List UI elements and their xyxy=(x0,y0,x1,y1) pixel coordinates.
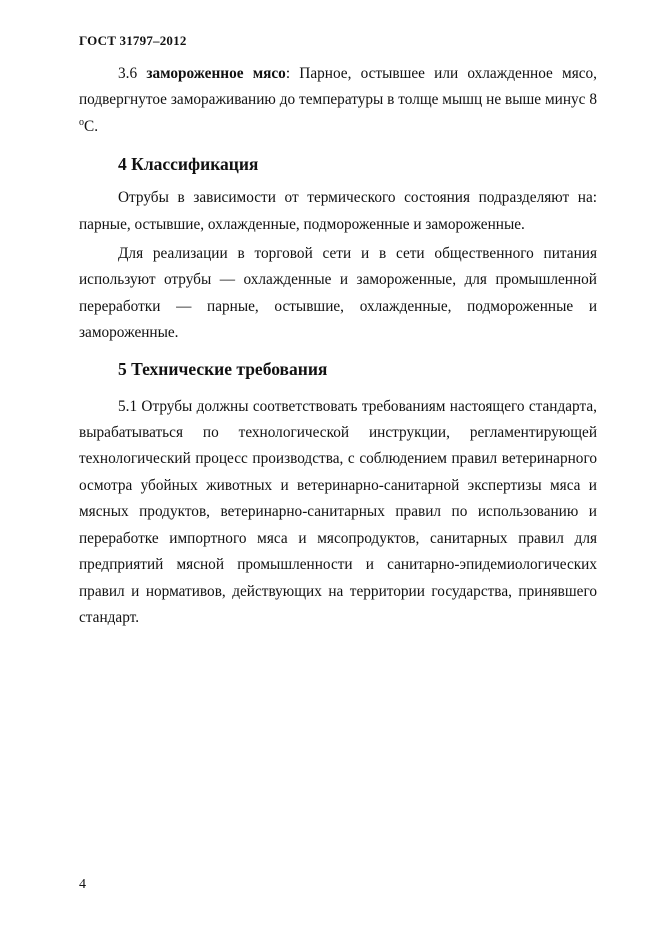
page-content xyxy=(79,61,597,631)
definition-term: замороженное мясо xyxy=(146,65,286,82)
section-5-paragraph-1: 5.1 Отрубы должны соответствовать требованиям настоящего стандарта, вырабатываться по технологической инструкции, регламентирующей технологический процесс производства, с соблюдением правил ветеринарного осмотра убойных животных и ветеринарно-санитарной экспертизы мяса и мясных продуктов, ветеринарно-санитарных правил по использованию и переработке импортного мяса и мясопродуктов, санитарных правил для предприятий мясной промышленности и санитарно-эпидемиологических правил и нормативов, действующих на территории государства, принявшего стандарт. xyxy=(79,397,597,626)
section-4-title: 4 Классификация xyxy=(118,154,259,175)
definition-3-6 xyxy=(79,61,597,140)
document-header: ГОСТ 31797–2012 xyxy=(79,33,187,48)
definition-separator: : xyxy=(285,65,291,82)
definition-number: 3.6 xyxy=(118,65,138,82)
definition-text: Парное, остывшее или охлажденное мясо, подвергнутое замораживанию до температуры в толще мышц не выше минус 8 xyxy=(79,65,597,109)
section-4-paragraph-2: Для реализации в торговой сети и в сети общественного питания используют отрубы — охлажденные и замороженные, для промышленной переработки — парные, остывшие, охлажденные, подмороженные и замороженные. xyxy=(79,245,597,342)
section-4-paragraph-1: Отрубы в зависимости от термического состояния подразделяют на: парные, остывшие, охлажденные, подмороженные и замороженные. xyxy=(79,189,597,233)
degree-symbol: о xyxy=(79,116,84,128)
section-5-title: 5 Технические требования xyxy=(118,358,328,379)
page-number: 4 xyxy=(79,877,86,892)
definition-text-end: С. xyxy=(84,117,99,135)
